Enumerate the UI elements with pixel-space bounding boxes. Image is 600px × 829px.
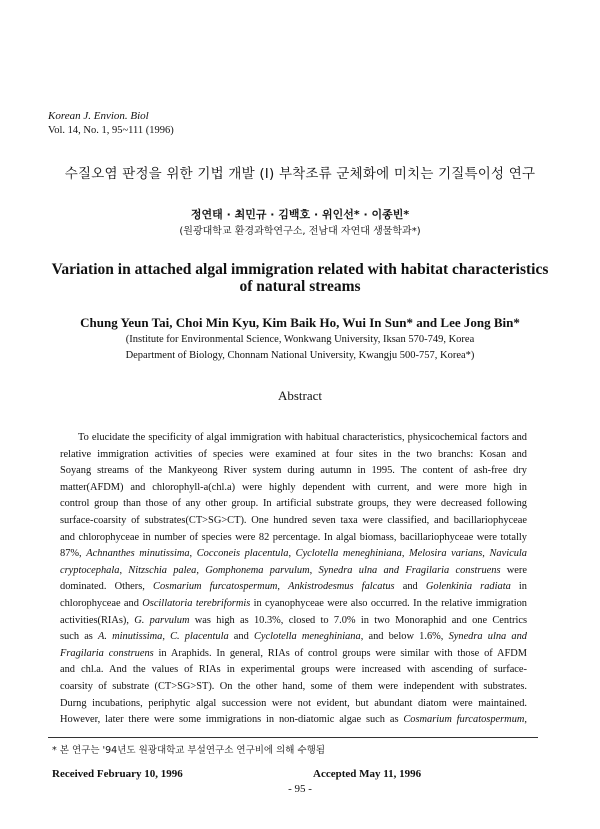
abstract-line: and chlorophyceae in number of species were 82 percentage. In algal biomass, bacillariophyceae were totally xyxy=(60,531,527,543)
abstract-line: chlorophyceae and Oscillatoria terebriformis in cyanophyceae were also occurred. In the relative immigration xyxy=(60,597,528,609)
abstract-line: cryptocephala, Nitzschia palea, Gomphonema parvulum, Synedra ulna and Fragilaria construens were xyxy=(60,564,527,576)
volume-info: Vol. 14, No. 1, 95~111 (1996) xyxy=(48,125,174,136)
abstract-body xyxy=(60,430,527,729)
english-title xyxy=(40,261,560,295)
abstract-line: Soyang streams of the Mankyeong River system during autumn in 1995. The content of ash-free dry xyxy=(60,465,527,477)
page-number: - 95 - xyxy=(288,783,312,795)
abstract-line: such as A. minutissima, C. placentula and Cyclotella meneghiniana, and below 1.6%, Synedra ulna and xyxy=(60,631,527,643)
journal-name: Korean J. Envion. Biol xyxy=(48,110,149,122)
korean-authors: 정연태 · 최민규 · 김백호 · 위인선* · 이종빈* xyxy=(190,208,410,221)
abstract-heading: Abstract xyxy=(277,388,323,403)
abstract-line: However, later there were some immigrations in non-diatomic algae such as Cosmarium furcatospermum, xyxy=(60,714,527,726)
english-title-line-2: of natural streams xyxy=(239,278,361,295)
korean-title: 수질오염 판정을 위한 기법 개발 (I) 부착조류 군체화에 미치는 기질특이성 연구 xyxy=(64,166,536,182)
english-authors: Chung Yeun Tai, Choi Min Kyu, Kim Baik Ho, Wui In Sun* and Lee Jong Bin* xyxy=(80,315,520,330)
abstract-line: activities(RIAs), G. parvulum was high as 10.3%, closed to 7.0% in two Monoraphid and one Centrics xyxy=(60,614,528,626)
abstract-line: control group than those of any other group. In artificial substrate groups, they were decreased following xyxy=(60,498,527,510)
funding-footnote: * 본 연구는 '94년도 원광대학교 부설연구소 연구비에 의해 수행됨 xyxy=(52,745,326,756)
accepted-date: Accepted May 11, 1996 xyxy=(313,768,422,780)
abstract-line: To elucidate the specificity of algal immigration with habitual characteristics, physicochemical factors and xyxy=(78,432,527,443)
english-affiliation-1: (Institute for Environmental Science, Wonkwang University, Iksan 570-749, Korea xyxy=(125,334,475,345)
abstract-line: 87%, Achnanthes minutissima, Cocconeis placentula, Cyclotella meneghiniana, Melosira varians, Navicula xyxy=(60,548,527,560)
abstract-line: surface-coarsity of substrates(CT>SG>CT). One hundred seven taxa were classified, and bacillariophyceae xyxy=(60,514,527,526)
abstract-line: coarsity of substrate (CT>SG>ST). On the other hand, some of them were independent with substrates. xyxy=(60,680,527,692)
abstract-line: matter(AFDM) and chlorophyll-a(chl.a) were highly dependent with current, and were more high in xyxy=(60,481,527,493)
english-affiliation-2: Department of Biology, Chonnam National University, Kwangju 500-757, Korea*) xyxy=(125,350,475,361)
abstract-line: Fragilaria construens in Araphids. In general, RIAs of control groups were similar with those of AFDM xyxy=(60,647,527,659)
abstract-line: Durng incubations, periphytic algal succession were not evident, but abundant diatom were maintained. xyxy=(60,697,527,709)
footnote-divider xyxy=(48,737,538,738)
received-date: Received February 10, 1996 xyxy=(52,768,183,780)
abstract-line: and chl.a. And the values of RIAs in experimental groups were increased with ascending of surface- xyxy=(60,664,527,676)
korean-affiliation: (원광대학교 환경과학연구소, 전남대 자연대 생물학과*) xyxy=(179,226,421,237)
abstract-line: dominated. Others, Cosmarium furcatospermum, Ankistrodesmus falcatus and Golenkinia radiata in xyxy=(60,581,527,593)
abstract-line: relative immigration activities of species were examined at four sites in the two branchs: Kosan and xyxy=(60,448,527,460)
english-title-line-1: Variation in attached algal immigration related with habitat characteristics xyxy=(51,261,549,278)
